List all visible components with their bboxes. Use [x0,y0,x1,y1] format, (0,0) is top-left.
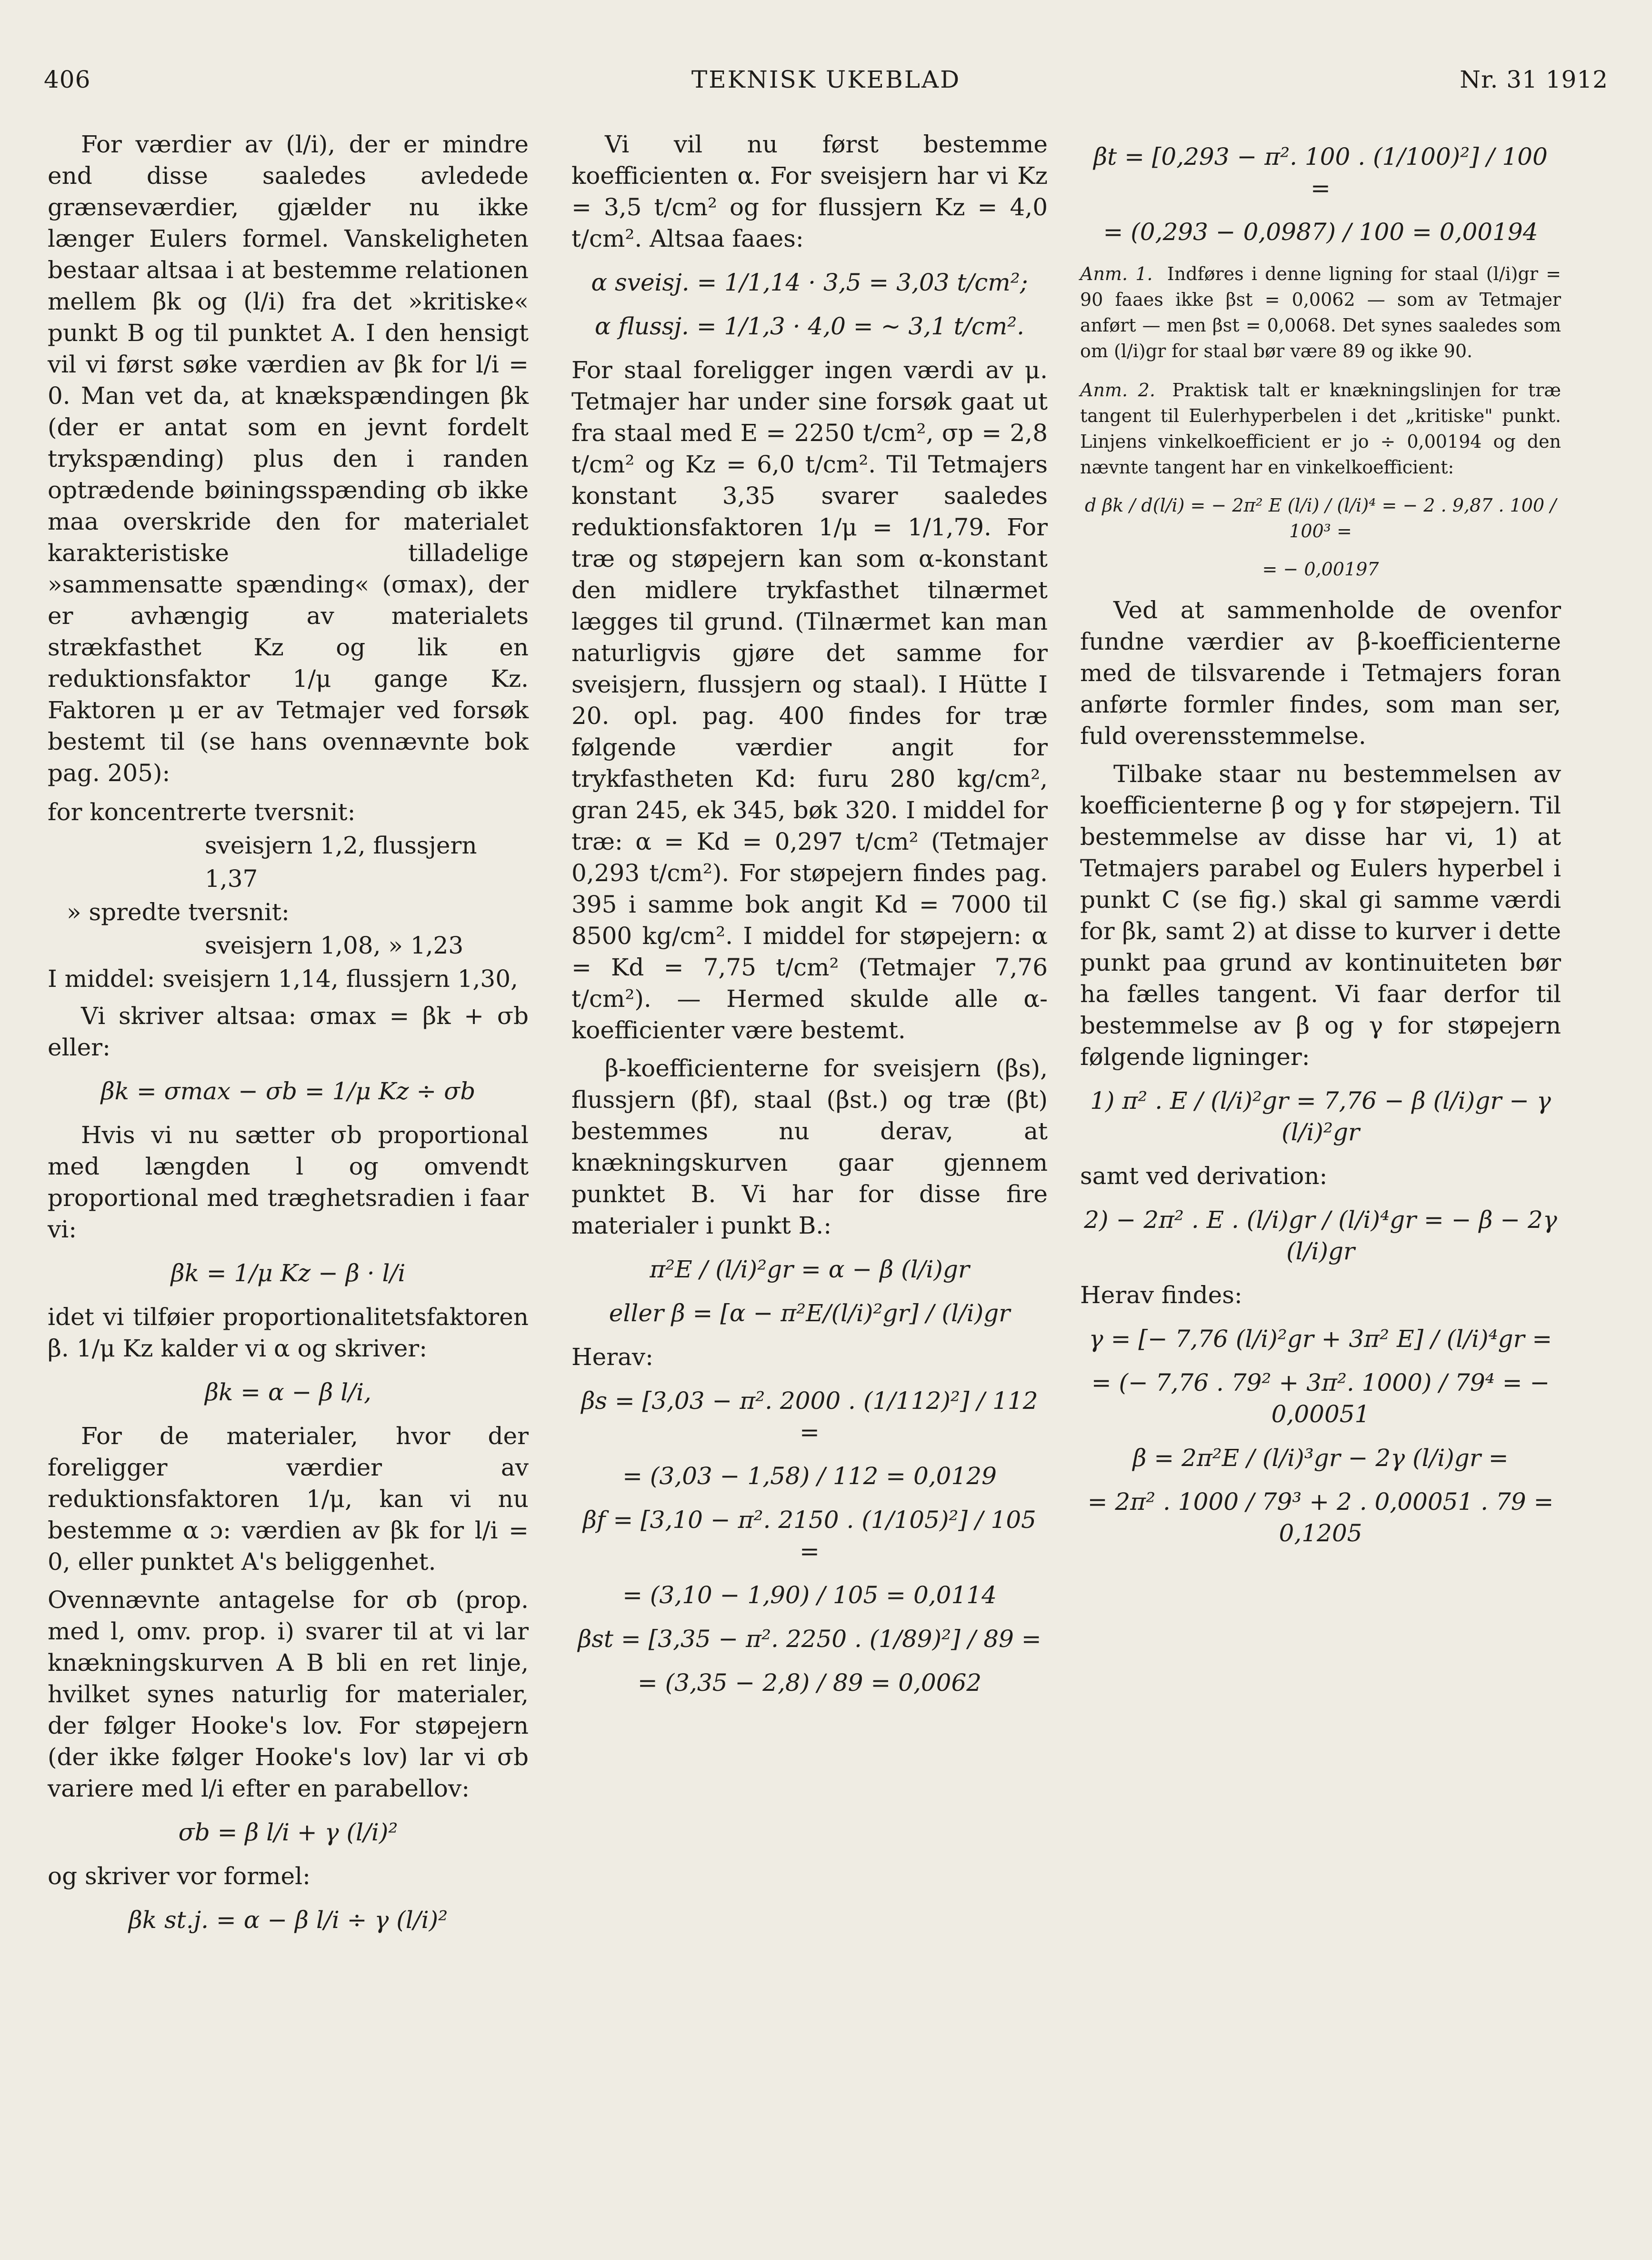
equation: d βk / d(l/i) = − 2π² E (l/i) / (l/i)⁴ = − 2 . 9,87 . 100 / 100³ = [1085,495,1556,542]
equation: γ = [− 7,76 (l/i)²gr + 3π² E] / (l/i)⁴gr = [1089,1325,1552,1353]
equation: = (3,35 − 2,8) / 89 = 0,0062 [637,1669,982,1697]
equation: eller β = [α − π²E/(l/i)²gr] / (l/i)gr [609,1299,1011,1327]
paragraph: Ved at sammenholde de ovenfor fundne værdier av β-koefficienterne med de tilsvarende i Tetmajers foran anførte formler findes, som man ser, fuld overensstemmelse. [1080,596,1561,750]
paragraph: Tilbake staar nu bestemmelsen av koefficienterne β og γ for støpejern. Til bestemmelse av disse har vi, 1) at Tetmajers parabel og Eulers hyperbel i punkt C (se fig.) skal gi samme værdi for βk, samt 2) at disse to kurver i dette punkt paa grund av kontinuiteten bør ha fælles tangent. Vi faar derfor til bestemmelse av β og γ for støpejern følgende ligninger: [1080,760,1561,1071]
paragraph: Vi vil nu først bestemme koefficienten α. For sveisjern har vi Kz = 3,5 t/cm² og for flussjern Kz = 4,0 t/cm². Altsaa faaes: [571,131,1048,252]
paragraph: For de materialer, hvor der foreligger værdier av reduktionsfaktoren 1/μ, kan vi nu bestemme α ɔ: værdien av βk for l/i = 0, eller punktet A's beliggenhet. [48,1422,529,1576]
equation: α flussj. = 1/1,3 · 4,0 = ~ 3,1 t/cm². [594,312,1025,340]
footnote-2 [1080,377,1561,582]
column-middle [571,129,1048,1711]
list-item: » spredte tversnit: [67,898,290,926]
column-left [48,129,529,1948]
equation: βk = 1/μ Kz − β · l/i [170,1259,406,1287]
paragraph: Herav: [571,1343,653,1371]
equation: βk st.j. = α − β l/i ÷ γ (l/i)² [128,1906,448,1934]
journal-title: TEKNISK UKEBLAD [691,66,961,93]
footnote-text: Praktisk talt er knækningslinjen for træ tangent til Eulerhyperbelen i det „kritiske" punkt. Linjens vinkelkoefficient er jo ÷ 0,00194 og den nævnte tangent har en vinkelkoefficient: [1080,380,1561,478]
mu-values-list [48,795,529,995]
list-item: sveisjern 1,08, » 1,23 [205,932,464,959]
footnote-text: Indføres i denne ligning for staal (l/i)gr = 90 faaes ikke βst = 0,0062 — som av Tetmajer anført — men βst = 0,0068. Det synes saaledes som om (l/i)gr for staal bør være 89 og ikke 90. [1080,263,1561,362]
equation: β = 2π²E / (l/i)³gr − 2γ (l/i)gr = [1132,1444,1509,1472]
paragraph: og skriver vor formel: [48,1862,310,1890]
paragraph: samt ved derivation: [1080,1162,1328,1190]
paragraph: For staal foreligger ingen værdi av μ. Tetmajer har under sine forsøk gaat ut fra staal med E = 2250 t/cm², σp = 2,8 t/cm² og Kz = 6,0 t/cm². Til Tetmajers konstant 3,35 svarer saaledes reduktionsfaktoren 1/μ = 1/1,79. For træ og støpejern kan som α-konstant den midlere trykfasthet tilnærmet lægges til grund. (Tilnærmet kan man naturligvis gjøre det samme for sveisjern, flussjern og staal). I Hütte I 20. opl. pag. 400 findes for træ følgende værdier angit for trykfastheten Kd: furu 280 kg/cm², gran 245, ek 345, bøk 320. I middel for træ: α = Kd = 0,297 t/cm² (Tetmajer 0,293 t/cm²). For støpejern findes pag. 395 i samme bok angit Kd = 7000 til 8500 kg/cm². I middel for støpejern: α = Kd = 7,75 t/cm² (Tetmajer 7,76 t/cm²). — Hermed skulde alle α-koefficienter være bestemt. [571,356,1048,1044]
paragraph: β-koefficienterne for sveisjern (βs), flussjern (βf), staal (βst.) og træ (βt) bestemmes nu derav, at knækningskurven gaar gjennem punktet B. Vi har for disse fire materialer i punkt B.: [571,1055,1048,1239]
footnote-tag: Anm. 1. [1080,263,1153,284]
equation: 2) − 2π² . E . (l/i)gr / (l/i)⁴gr = − β − 2γ (l/i)gr [1084,1206,1557,1265]
footnote-1 [1080,261,1561,364]
paragraph: Vi skriver altsaa: σmax = βk + σb eller: [48,1002,529,1061]
issue-number: Nr. 31 1912 [1460,66,1608,93]
equation: = (3,10 − 1,90) / 105 = 0,0114 [622,1581,997,1609]
equation: βk = α − β l/i, [205,1378,371,1406]
equation: = (0,293 − 0,0987) / 100 = 0,00194 [1103,218,1538,246]
equation: = − 0,00197 [1262,559,1379,580]
equation: βf = [3,10 − π². 2150 . (1/105)²] / 105 = [583,1506,1036,1565]
equation: π²E / (l/i)²gr = α − β (l/i)gr [650,1256,970,1283]
equation: βst = [3,35 − π². 2250 . (1/89)²] / 89 = [578,1625,1041,1653]
equation: 1) π² . E / (l/i)²gr = 7,76 − β (l/i)gr − γ (l/i)²gr [1090,1087,1551,1146]
equation: = (3,03 − 1,58) / 112 = 0,0129 [622,1462,997,1490]
page-number: 406 [44,66,91,93]
equation: α sveisj. = 1/1,14 · 3,5 = 3,03 t/cm²; [591,269,1028,296]
paragraph: For værdier av (l/i), der er mindre end disse saaledes avledede grænseværdier, gjælder nu ikke længer Eulers formel. Vanskeligheten bestaar altsaa i at bestemme relationen mellem βk og (l/i) fra det »kritiske« punkt B og til punktet A. I den hensigt vil vi først søke værdien av βk for l/i = 0. Man vet da, at knækspændingen βk (der er antat som en jevnt fordelt trykspænding) plus den i randen optrædende bøiningsspænding σb ikke maa overskride den for materialet karakteristiske tilladelige »sammensatte spænding« (σmax), der er avhængig av materialets strækfasthet Kz og lik en reduktionsfaktor 1/μ gange Kz. Faktoren μ er av Tetmajer ved forsøk bestemt til (se hans ovennævnte bok pag. 205): [48,131,529,787]
paragraph: Hvis vi nu sætter σb proportional med længden l og omvendt proportional med træghetsradien i faar vi: [48,1121,529,1243]
equation: βk = σmax − σb = 1/μ Kz ÷ σb [100,1077,476,1105]
equation: βt = [0,293 − π². 100 . (1/100)²] / 100 = [1093,143,1548,202]
equation: = (− 7,76 . 79² + 3π². 1000) / 79⁴ = − 0,00051 [1091,1369,1550,1428]
list-item: sveisjern 1,2, flussjern 1,37 [205,832,477,893]
paragraph: idet vi tilføier proportionalitetsfaktoren β. 1/μ Kz kalder vi α og skriver: [48,1303,529,1362]
column-right [1080,129,1561,1561]
paragraph: Herav findes: [1080,1281,1242,1309]
equation: βs = [3,03 − π². 2000 . (1/112)²] / 112 = [581,1387,1038,1446]
list-item: for koncentrerte tversnit: [48,798,356,826]
paragraph: Ovennævnte antagelse for σb (prop. med l, omv. prop. i) svarer til at vi lar knækningskurven A B bli en ret linje, hvilket synes naturlig for materialer, der følger Hooke's lov. For støpejern (der ikke følger Hooke's lov) lar vi σb variere med l/i efter en parabellov: [48,1586,529,1802]
equation: σb = β l/i + γ (l/i)² [178,1818,398,1846]
footnote-tag: Anm. 2. [1080,380,1155,401]
list-item: I middel: sveisjern 1,14, flussjern 1,30, [48,965,518,993]
equation: = 2π² . 1000 / 79³ + 2 . 0,00051 . 79 = 0,1205 [1087,1488,1554,1547]
